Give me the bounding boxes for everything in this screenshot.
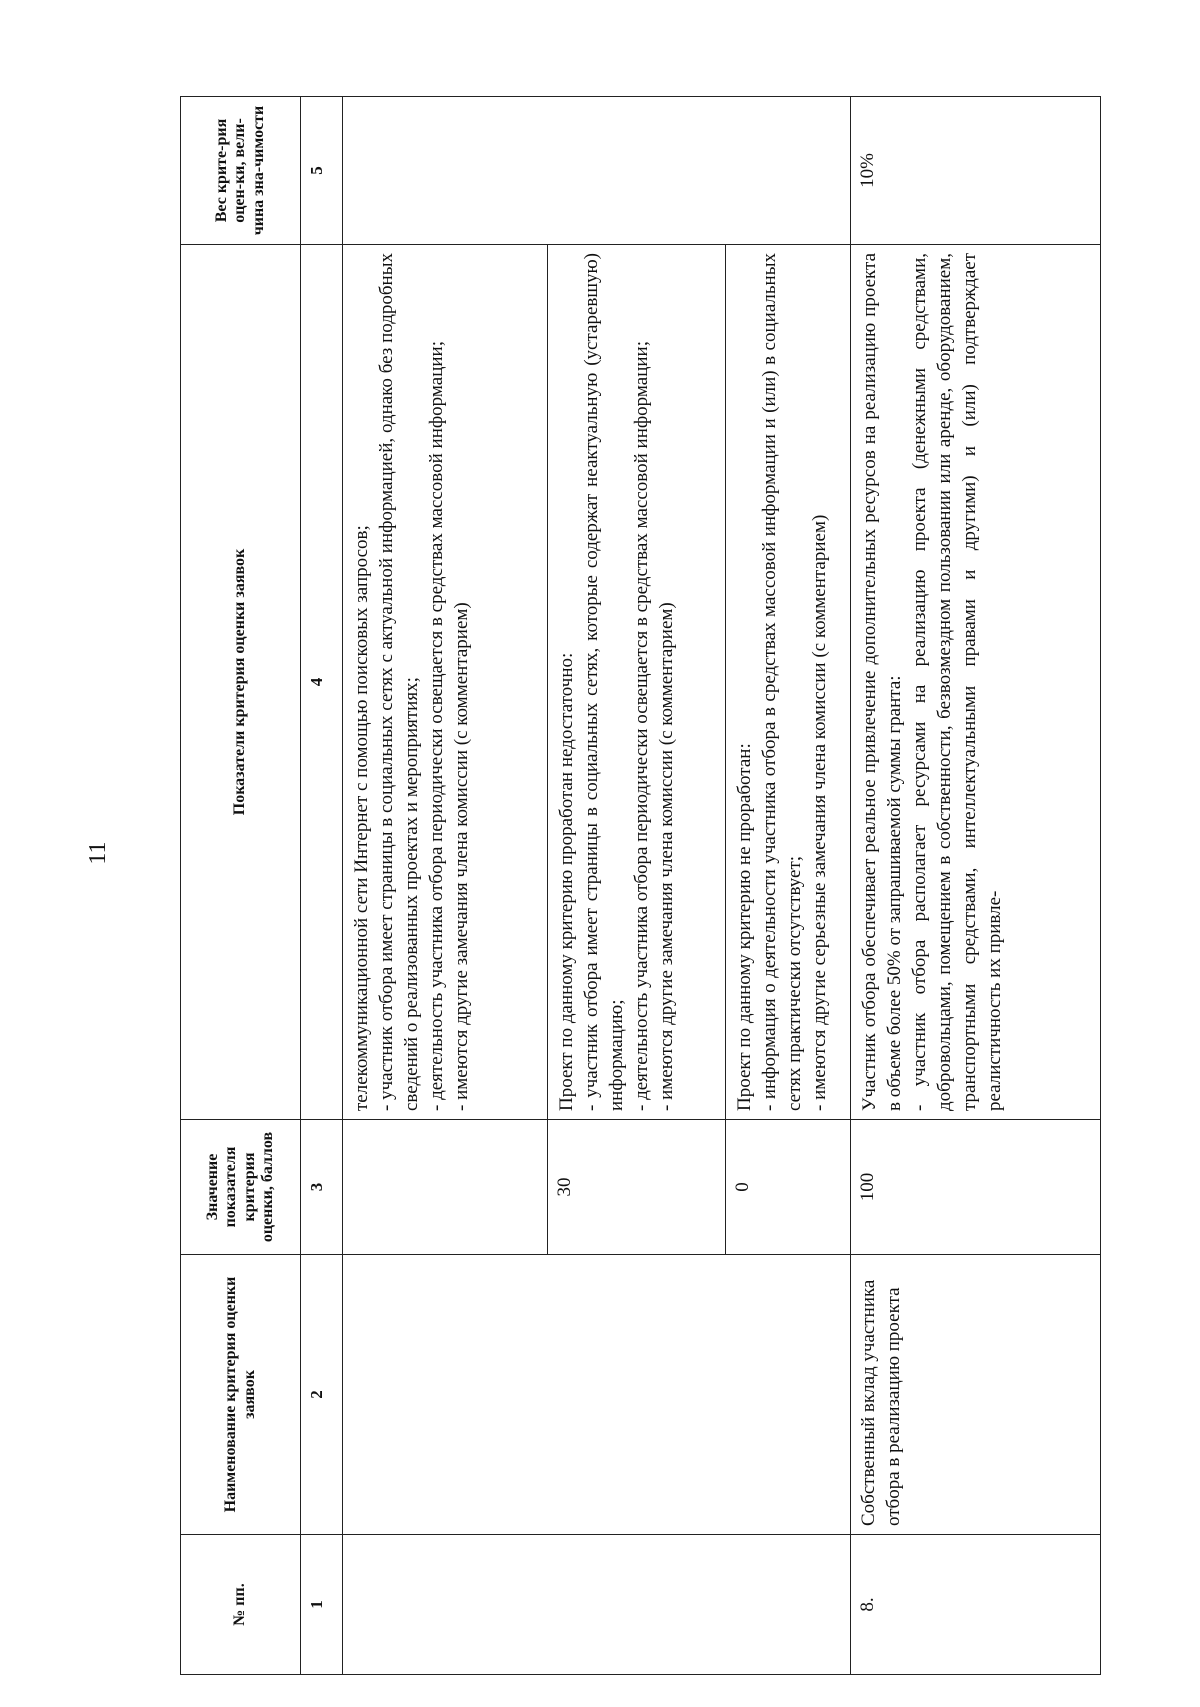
- row-number-cell: [548, 1535, 726, 1675]
- table-row: [548, 97, 726, 1675]
- indicator-line: - информация о деятельности участника отбора в средствах массовой информации и (или) в социальных сетях практически отсутствует;: [759, 253, 806, 1111]
- row-number-cell: [343, 1535, 548, 1675]
- header-row: [181, 97, 301, 1675]
- header-score-value: Значение показателя критерия оценки, баллов: [181, 1120, 301, 1255]
- criteria-table: [180, 96, 1101, 1675]
- header-number: № пп.: [181, 1535, 301, 1675]
- weight-cell: [343, 97, 548, 245]
- header-weight: Вес крите-рия оцен-ки, вели-чина зна-чимости: [181, 97, 301, 245]
- indicator-text-cell: [343, 245, 548, 1120]
- table-row: [726, 97, 851, 1675]
- indicator-line: - имеются другие замечания члена комиссии (с комментарием): [656, 602, 678, 1111]
- indicator-line: Участник отбора обеспечивает реальное привлечение дополнительных ресурсов на реализацию проекта в объеме более 50% от запрашиваемой суммы гранта:: [859, 253, 906, 1111]
- indicator-line: - участник отбора имеет страницы в социальных сетях, которые содержат неактуальную (устаревшую) информацию;: [581, 253, 628, 1111]
- row-number-cell: [726, 1535, 851, 1675]
- score-cell: [343, 1120, 548, 1255]
- row-number-cell: 8.: [851, 1535, 1101, 1675]
- col-number-4: 4: [301, 245, 343, 1120]
- header-indicators: Показатели критерия оценки заявок: [181, 245, 301, 1120]
- indicator-line: - участник отбора имеет страницы в социальных сетях с актуальной информацией, однако без подробных сведений о реализованных проектах и мероприятиях;: [376, 253, 423, 1111]
- indicator-line: - деятельность участника отбора периодически освещается в средствах массовой информации;: [631, 340, 653, 1111]
- header-criterion-name: Наименование критерия оценки заявок: [181, 1255, 301, 1535]
- table-row: [851, 97, 1101, 1675]
- weight-cell: [726, 97, 851, 245]
- score-cell: 0: [726, 1120, 851, 1255]
- indicator-text-cell: [726, 245, 851, 1120]
- column-number-row: [301, 97, 343, 1675]
- indicator-text-cell: [548, 245, 726, 1120]
- indicator-text-cell: [851, 245, 1101, 1120]
- col-number-2: 2: [301, 1255, 343, 1535]
- indicator-line: - имеются другие замечания члена комиссии (с комментарием): [451, 602, 473, 1111]
- weight-cell: 10%: [851, 97, 1101, 245]
- criterion-name-cell: [343, 1255, 548, 1535]
- table-row: [343, 97, 548, 1675]
- criteria-table-frame: [180, 97, 1100, 1675]
- weight-cell: [548, 97, 726, 245]
- criterion-name-cell: Собственный вклад участника отбора в реализацию проекта: [851, 1255, 1101, 1535]
- criterion-name-cell: [548, 1255, 726, 1535]
- col-number-1: 1: [301, 1535, 343, 1675]
- page-number: 11: [85, 841, 111, 865]
- indicator-line: - имеются другие серьезные замечания члена комиссии (с комментарием): [809, 514, 831, 1111]
- col-number-3: 3: [301, 1120, 343, 1255]
- score-cell: 30: [548, 1120, 726, 1255]
- indicator-line: телекоммуникационной сети Интернет с помощью поисковых запросов;: [351, 525, 372, 1111]
- indicator-line: Проект по данному критерию не проработан:: [734, 743, 755, 1111]
- indicator-line: - деятельность участника отбора периодически освещается в средствах массовой информации;: [426, 340, 448, 1111]
- indicator-line: Проект по данному критерию проработан недостаточно:: [556, 652, 577, 1111]
- indicator-line: - участник отбора располагает ресурсами на реализацию проекта (денежными средствами, добровольцами, помещением в собственности, безвозмездном пользовании или аренде, оборудованием, транспортными средствами, интеллектуальными правами и другими) и (или) подтверждает реалистичность их привле-: [909, 253, 1006, 1111]
- score-cell: 100: [851, 1120, 1101, 1255]
- col-number-5: 5: [301, 97, 343, 245]
- criterion-name-cell: [726, 1255, 851, 1535]
